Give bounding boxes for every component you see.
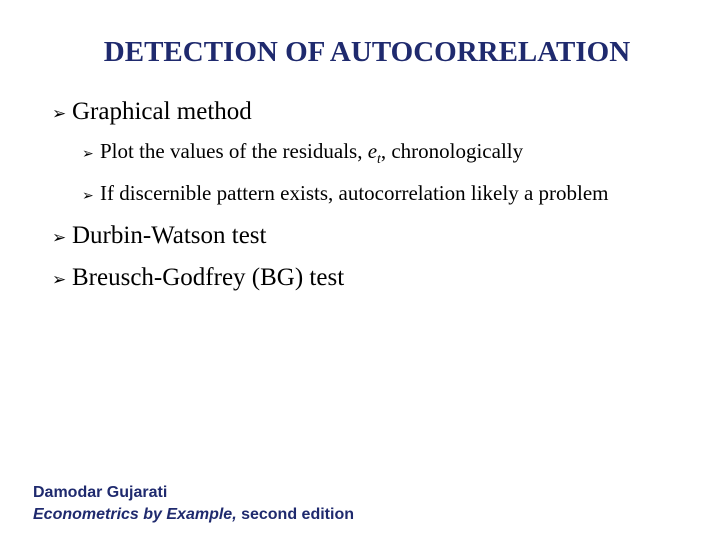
footer-book-line (33, 504, 354, 526)
text-after: , chronologically (380, 139, 524, 163)
sub-bullet-plot-residuals (82, 134, 609, 176)
bullet-durbin-watson (52, 216, 609, 258)
right-arrowhead-icon: ➢ (82, 146, 94, 162)
residual-subscript: t (377, 151, 381, 167)
residual-variable: e (367, 139, 378, 163)
bullet-text: Graphical method (72, 98, 252, 125)
bullet-breusch-godfrey (52, 258, 609, 300)
footer-edition: second edition (236, 506, 354, 523)
sub-bullet-list (52, 134, 609, 214)
footer-book-title: Econometrics by Example, (33, 506, 237, 523)
slide-title: DETECTION OF AUTOCORRELATION (103, 36, 631, 68)
bullet-list (52, 92, 609, 300)
right-arrowhead-icon: ➢ (82, 188, 94, 205)
sub-bullet-text: If discernible pattern exists, autocorrelation likely a problem (100, 181, 609, 206)
right-arrowhead-icon: ➢ (52, 228, 67, 249)
footer-author: Damodar Gujarati (33, 484, 168, 501)
text-before: Plot the values of the residuals, (100, 139, 368, 163)
bullet-graphical-method (52, 92, 609, 134)
sub-bullet-text (100, 134, 523, 176)
right-arrowhead-icon: ➢ (52, 270, 67, 291)
bullet-text: Breusch-Godfrey (BG) test (72, 264, 345, 292)
footer-citation (33, 482, 354, 526)
right-arrowhead-icon: ➢ (52, 104, 67, 124)
bullet-text: Durbin-Watson test (72, 222, 267, 250)
sub-bullet-group (52, 134, 609, 214)
sub-bullet-pattern (82, 176, 609, 214)
